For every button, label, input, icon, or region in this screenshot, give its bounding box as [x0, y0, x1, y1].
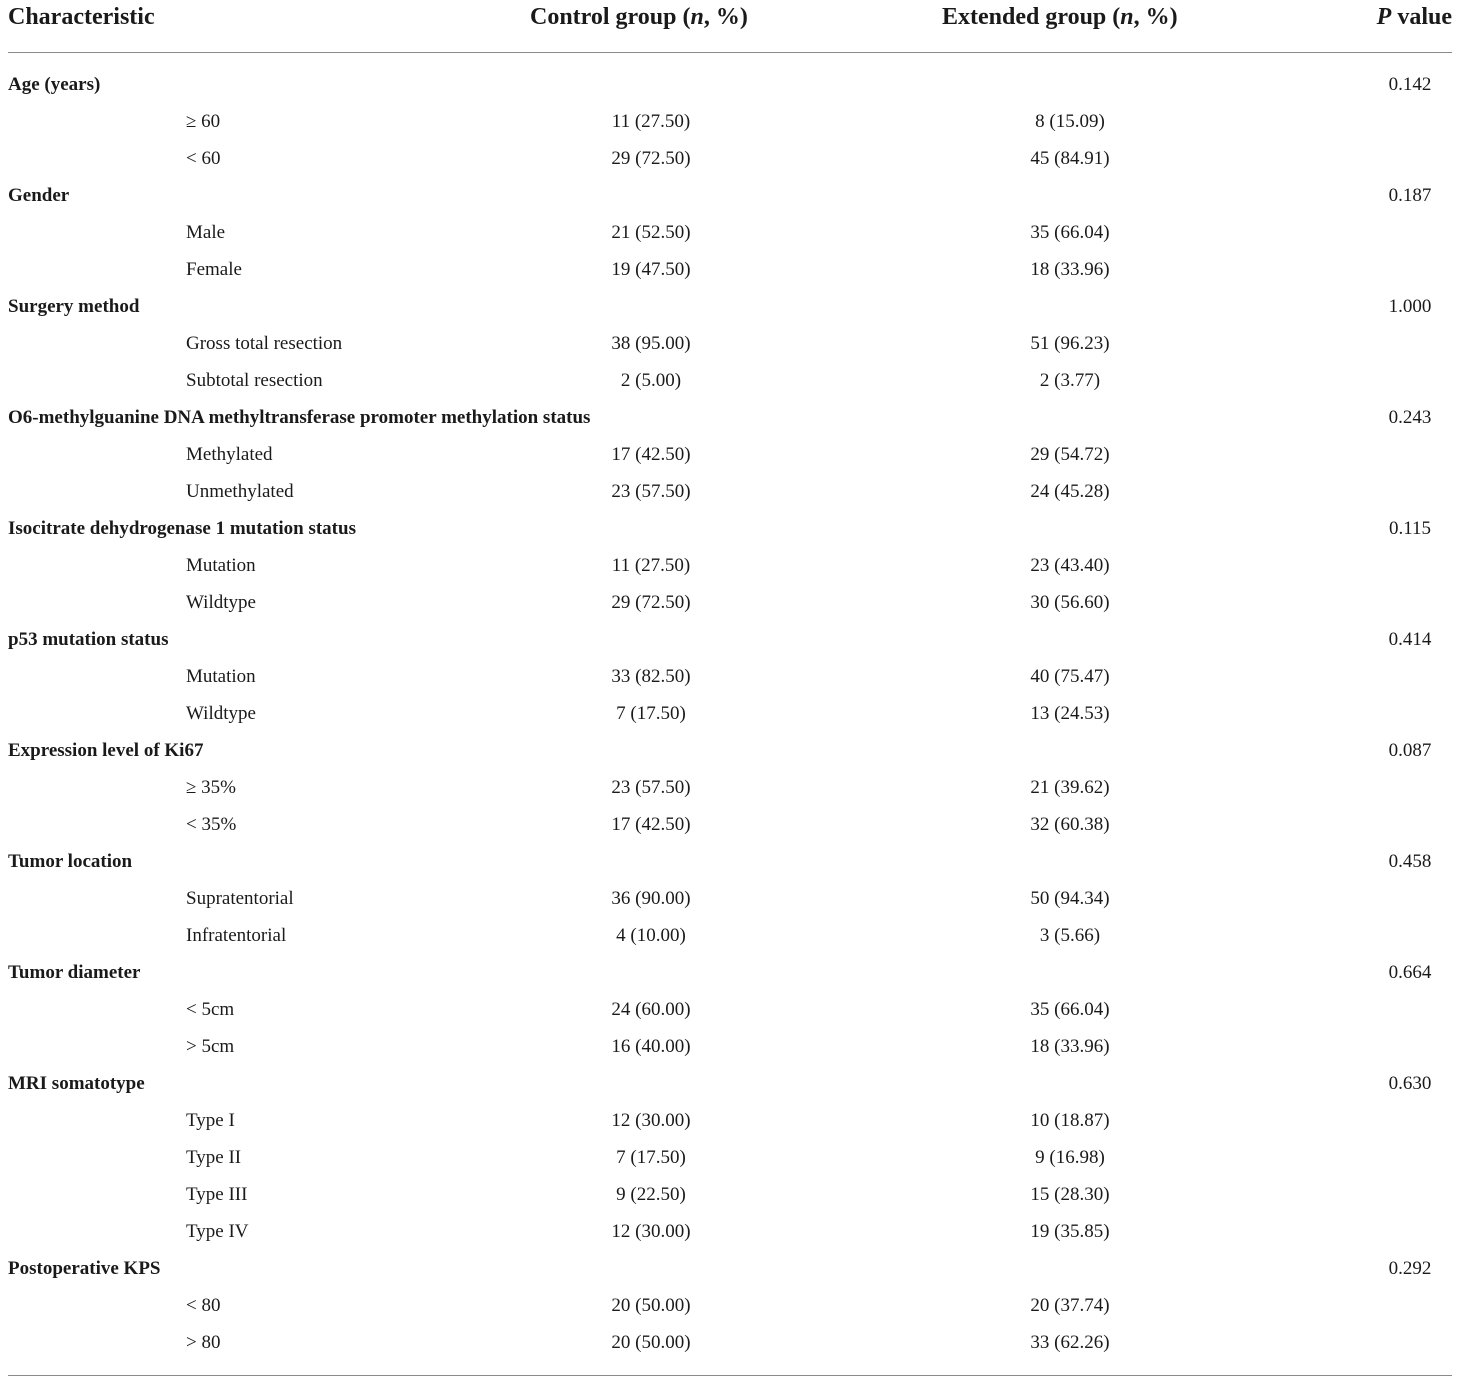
control-value: 29 (72.50): [611, 592, 691, 613]
table-group-row: [0, 621, 1460, 658]
row-label: Infratentorial: [186, 925, 287, 946]
extended-value: 30 (56.60): [1030, 592, 1110, 613]
table-row: [0, 769, 1460, 806]
table-row: [0, 325, 1460, 362]
row-label: Mutation: [186, 555, 256, 576]
p-value: 0.142: [1388, 74, 1432, 95]
group-label: Tumor location: [8, 851, 133, 872]
row-label: < 35%: [186, 814, 237, 835]
table-group-row: [0, 1250, 1460, 1287]
control-value: 11 (27.50): [611, 111, 691, 132]
control-value: 20 (50.00): [611, 1295, 691, 1316]
table-row: [0, 547, 1460, 584]
control-value: 12 (30.00): [611, 1110, 691, 1131]
group-label: Tumor diameter: [8, 962, 141, 983]
extended-value: 18 (33.96): [1030, 259, 1110, 280]
row-label: < 60: [186, 148, 221, 169]
row-label: Subtotal resection: [186, 370, 323, 391]
table-row: [0, 695, 1460, 732]
control-value: 2 (5.00): [620, 370, 682, 391]
table-row: [0, 1324, 1460, 1361]
group-label: Gender: [8, 185, 70, 206]
control-value: 17 (42.50): [611, 444, 691, 465]
p-value: 0.414: [1388, 629, 1432, 650]
p-value: 0.458: [1388, 851, 1432, 872]
group-label: MRI somatotype: [8, 1073, 145, 1094]
header-extended-group: Extended group (n, %): [942, 4, 1178, 30]
row-label: ≥ 35%: [186, 777, 237, 798]
control-value: 9 (22.50): [616, 1184, 686, 1205]
row-label: > 80: [186, 1332, 221, 1353]
p-value: 1.000: [1388, 296, 1432, 317]
extended-value: 29 (54.72): [1030, 444, 1110, 465]
extended-value: 51 (96.23): [1030, 333, 1110, 354]
table-row: [0, 1102, 1460, 1139]
table-row: [0, 917, 1460, 954]
p-value: 0.087: [1388, 740, 1432, 761]
row-label: Methylated: [186, 444, 273, 465]
table-row: [0, 103, 1460, 140]
extended-value: 33 (62.26): [1030, 1332, 1110, 1353]
extended-value: 40 (75.47): [1030, 666, 1110, 687]
control-value: 38 (95.00): [611, 333, 691, 354]
p-value: 0.115: [1388, 518, 1432, 539]
row-label: Type IV: [186, 1221, 249, 1242]
table-row: [0, 140, 1460, 177]
row-label: Gross total resection: [186, 333, 343, 354]
control-value: 4 (10.00): [616, 925, 686, 946]
control-value: 17 (42.50): [611, 814, 691, 835]
p-value: 0.187: [1388, 185, 1432, 206]
row-label: ≥ 60: [186, 111, 221, 132]
header-rule: [8, 52, 1452, 53]
extended-value: 35 (66.04): [1030, 999, 1110, 1020]
table-group-row: [0, 510, 1460, 547]
table-group-row: [0, 399, 1460, 436]
extended-value: 3 (5.66): [1039, 925, 1101, 946]
header-characteristic: Characteristic: [8, 4, 155, 30]
extended-value: 23 (43.40): [1030, 555, 1110, 576]
table-row: [0, 1213, 1460, 1250]
extended-value: 24 (45.28): [1030, 481, 1110, 502]
control-value: 19 (47.50): [611, 259, 691, 280]
group-label: Expression level of Ki67: [8, 740, 204, 761]
header-p-value: P value: [1376, 4, 1452, 30]
extended-value: 8 (15.09): [1035, 111, 1105, 132]
extended-value: 35 (66.04): [1030, 222, 1110, 243]
control-value: 16 (40.00): [611, 1036, 691, 1057]
control-value: 33 (82.50): [611, 666, 691, 687]
row-label: > 5cm: [186, 1036, 235, 1057]
control-value: 7 (17.50): [616, 1147, 686, 1168]
table-row: [0, 473, 1460, 510]
table-row: [0, 584, 1460, 621]
control-value: 11 (27.50): [611, 555, 691, 576]
table-row: [0, 1287, 1460, 1324]
table-group-row: [0, 66, 1460, 103]
row-label: Supratentorial: [186, 888, 294, 909]
group-label: p53 mutation status: [8, 629, 169, 650]
row-label: Wildtype: [186, 592, 256, 613]
extended-value: 9 (16.98): [1035, 1147, 1105, 1168]
control-value: 24 (60.00): [611, 999, 691, 1020]
control-value: 21 (52.50): [611, 222, 691, 243]
table-body: [0, 66, 1460, 1361]
table-group-row: [0, 732, 1460, 769]
row-label: Type II: [186, 1147, 242, 1168]
extended-value: 10 (18.87): [1030, 1110, 1110, 1131]
p-value: 0.630: [1388, 1073, 1432, 1094]
table-row: [0, 880, 1460, 917]
control-value: 36 (90.00): [611, 888, 691, 909]
p-value: 0.243: [1388, 407, 1432, 428]
table-row: [0, 1028, 1460, 1065]
control-value: 23 (57.50): [611, 777, 691, 798]
table-group-row: [0, 954, 1460, 991]
table-row: [0, 658, 1460, 695]
table-row: [0, 1139, 1460, 1176]
table-row: [0, 214, 1460, 251]
table-group-row: [0, 177, 1460, 214]
group-label: Postoperative KPS: [8, 1258, 161, 1279]
bottom-rule: [8, 1375, 1452, 1376]
control-value: 23 (57.50): [611, 481, 691, 502]
table-row: [0, 251, 1460, 288]
p-value: 0.664: [1388, 962, 1432, 983]
table-row: [0, 991, 1460, 1028]
extended-value: 32 (60.38): [1030, 814, 1110, 835]
row-label: Type III: [186, 1184, 248, 1205]
row-label: Type I: [186, 1110, 235, 1131]
row-label: Mutation: [186, 666, 256, 687]
row-label: < 5cm: [186, 999, 235, 1020]
group-label: Isocitrate dehydrogenase 1 mutation status: [8, 518, 356, 539]
control-value: 7 (17.50): [616, 703, 686, 724]
row-label: Unmethylated: [186, 481, 294, 502]
extended-value: 50 (94.34): [1030, 888, 1110, 909]
extended-value: 13 (24.53): [1030, 703, 1110, 724]
table-row: [0, 806, 1460, 843]
group-label: O6-methylguanine DNA methyltransferase promoter methylation status: [8, 407, 591, 428]
control-value: 20 (50.00): [611, 1332, 691, 1353]
table-row: [0, 362, 1460, 399]
table-group-row: [0, 288, 1460, 325]
extended-value: 21 (39.62): [1030, 777, 1110, 798]
extended-value: 19 (35.85): [1030, 1221, 1110, 1242]
extended-value: 20 (37.74): [1030, 1295, 1110, 1316]
table-row: [0, 1176, 1460, 1213]
row-label: Wildtype: [186, 703, 256, 724]
group-label: Surgery method: [8, 296, 140, 317]
extended-value: 2 (3.77): [1039, 370, 1101, 391]
table-group-row: [0, 843, 1460, 880]
table-header: [0, 0, 1460, 40]
header-control-group: Control group (n, %): [530, 4, 748, 30]
control-value: 12 (30.00): [611, 1221, 691, 1242]
control-value: 29 (72.50): [611, 148, 691, 169]
extended-value: 45 (84.91): [1030, 148, 1110, 169]
row-label: < 80: [186, 1295, 221, 1316]
row-label: Male: [186, 222, 226, 243]
group-label: Age (years): [8, 74, 101, 95]
extended-value: 15 (28.30): [1030, 1184, 1110, 1205]
p-value: 0.292: [1388, 1258, 1432, 1279]
table-row: [0, 436, 1460, 473]
row-label: Female: [186, 259, 242, 280]
extended-value: 18 (33.96): [1030, 1036, 1110, 1057]
table-group-row: [0, 1065, 1460, 1102]
